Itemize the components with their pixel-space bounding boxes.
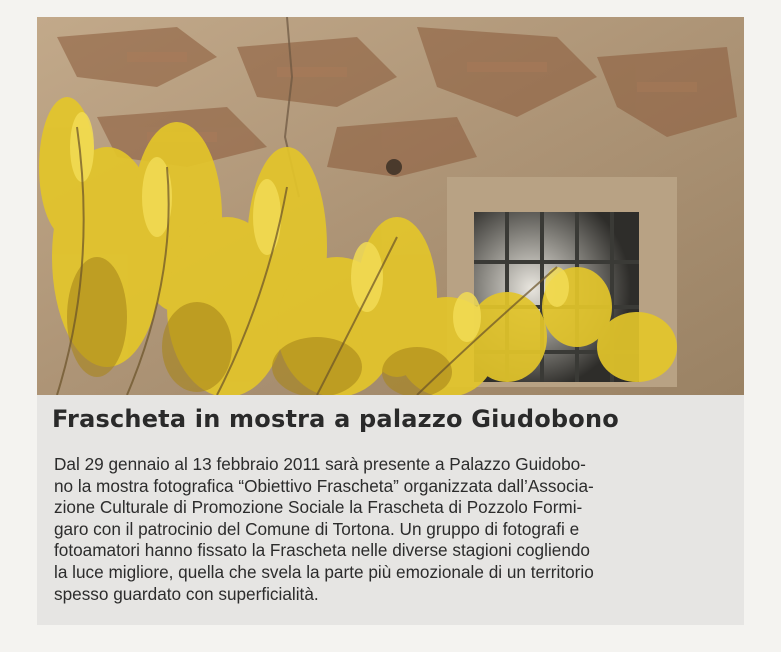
article-body-line: spesso guardato con superficialità.	[54, 583, 319, 604]
article-headline: Frascheta in mostra a palazzo Giudobono	[52, 405, 619, 433]
article-body-line: no la mostra fotografica “Obiettivo Frascheta” organizzata dall’Associa-	[54, 475, 594, 496]
wall-flowers-illustration	[37, 17, 744, 395]
article-body-line: garo con il patrocinio del Comune di Tortona. Un gruppo di fotografi e	[54, 518, 580, 539]
article-body-line: zione Culturale di Promozione Sociale la Frascheta di Pozzolo Formi-	[54, 497, 583, 518]
newspaper-clipping	[37, 17, 744, 625]
article-body-line: Dal 29 gennaio al 13 febbraio 2011 sarà presente a Palazzo Guidobo-	[54, 454, 586, 474]
article-photo	[37, 17, 744, 395]
article-body	[54, 454, 734, 605]
article-body-line: fotoamatori hanno fissato la Frascheta nelle diverse stagioni cogliendo	[54, 540, 590, 561]
article-body-line: la luce migliore, quella che svela la parte più emozionale di un territorio	[54, 561, 594, 582]
